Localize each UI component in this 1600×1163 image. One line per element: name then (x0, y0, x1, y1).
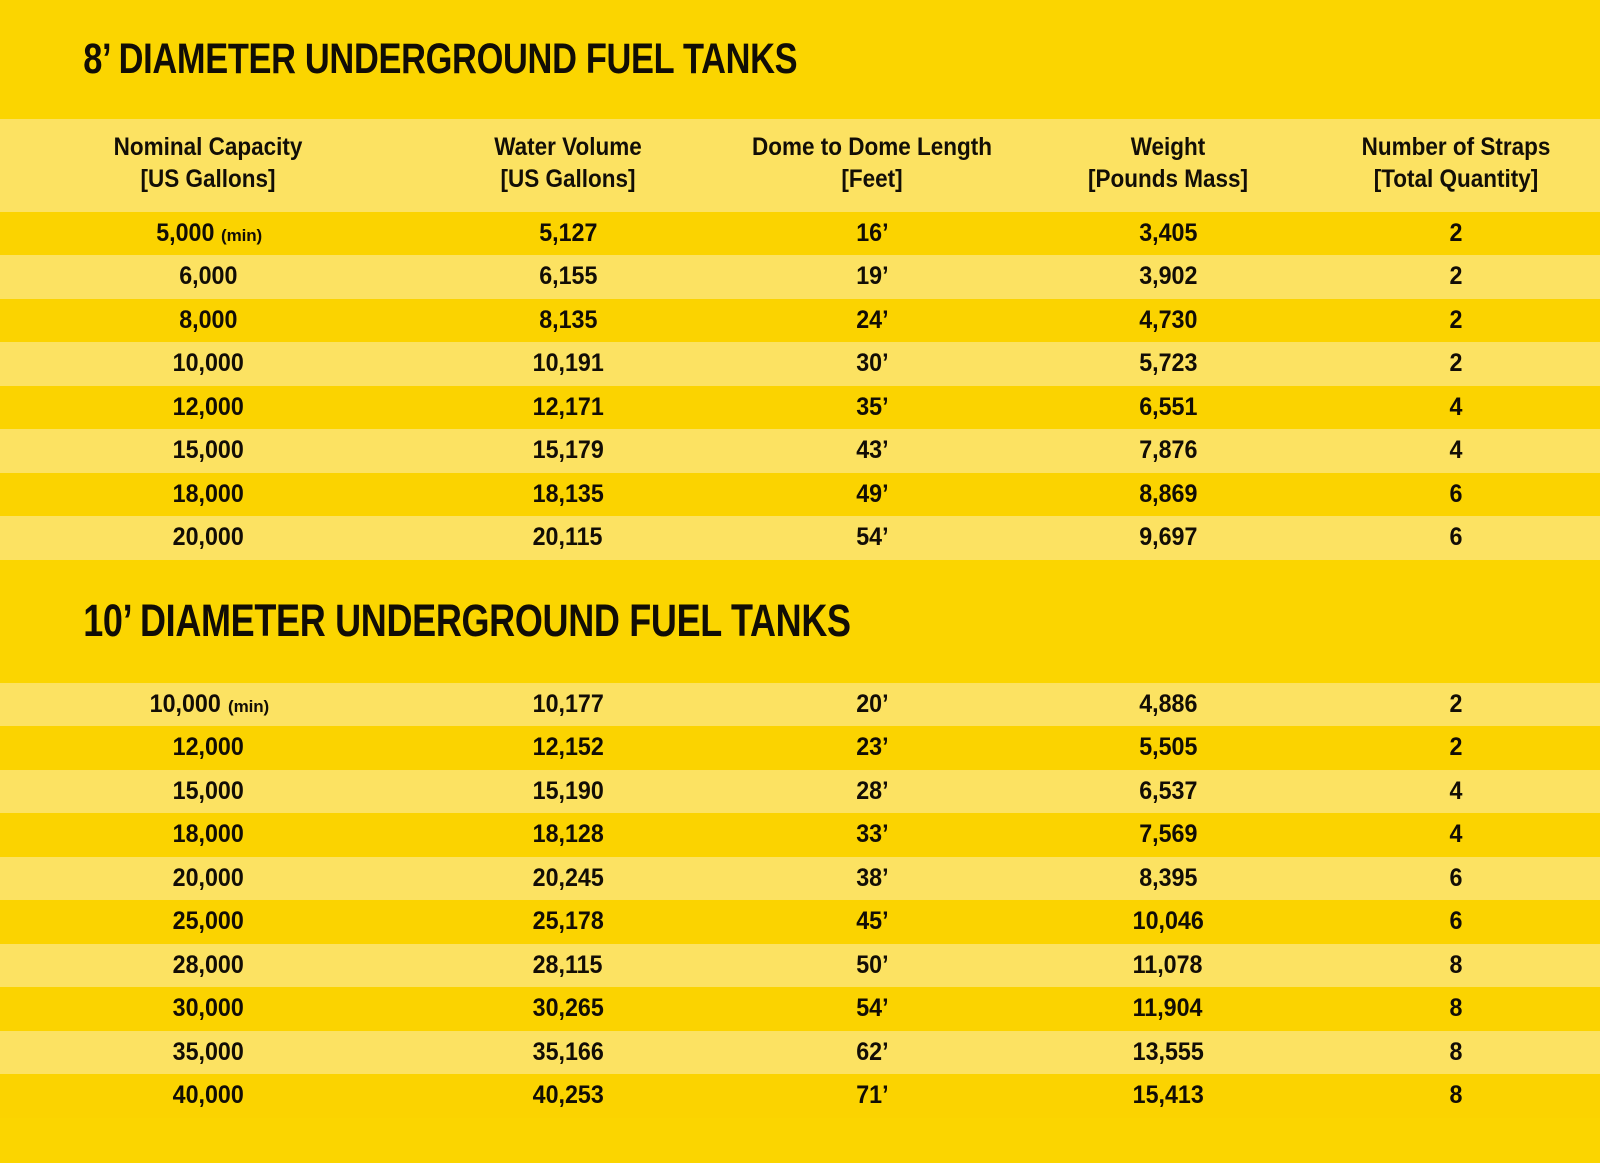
cell-value: 6,155 (538, 262, 598, 291)
cell-nominal-capacity (0, 386, 416, 430)
cell-nominal-capacity (0, 813, 416, 857)
cell-straps (1312, 857, 1600, 901)
table-row (0, 726, 1600, 770)
cell-straps (1312, 516, 1600, 560)
column-header-unit: [US Gallons] (500, 164, 636, 193)
cell-nominal-capacity (0, 299, 416, 343)
column-header-unit: [Total Quantity] (1373, 164, 1539, 193)
cell-value: 6,551 (1138, 392, 1198, 421)
cell-value: 8 (1449, 1081, 1463, 1110)
cell-dome-length (720, 429, 1024, 473)
column-header-label: Weight (1130, 133, 1206, 161)
column-header-water-volume (416, 119, 720, 212)
cell-value: 11,078 (1133, 950, 1203, 979)
cell-value: 12,000 (172, 392, 244, 421)
table-row (0, 944, 1600, 988)
cell-nominal-capacity (0, 1031, 416, 1075)
cell-straps (1312, 255, 1600, 299)
cell-water-volume (416, 726, 720, 770)
table-row (0, 683, 1600, 727)
cell-value: 6 (1449, 479, 1463, 508)
cell-value: 15,190 (532, 776, 604, 805)
section-title-8ft: 8’ DIAMETER UNDERGROUND FUEL TANKS (83, 35, 798, 83)
cell-value: 35,000 (172, 1037, 244, 1066)
cell-value: 8 (1449, 994, 1463, 1023)
table-row (0, 987, 1600, 1031)
table-row (0, 473, 1600, 517)
cell-straps (1312, 1031, 1600, 1075)
cell-value: 20,000 (172, 523, 244, 552)
column-header-unit: [Feet] (841, 164, 903, 193)
cell-weight (1024, 900, 1312, 944)
cell-value: 25,178 (532, 907, 604, 936)
cell-water-volume (416, 386, 720, 430)
table-row (0, 857, 1600, 901)
cell-value: 62’ (855, 1037, 889, 1066)
cell-straps (1312, 683, 1600, 727)
cell-water-volume (416, 813, 720, 857)
cell-value: 13,555 (1132, 1037, 1204, 1066)
cell-value: 40,000 (172, 1081, 244, 1110)
cell-water-volume (416, 987, 720, 1031)
cell-value: 10,000 (149, 689, 221, 718)
cell-value: 6 (1449, 907, 1463, 936)
cell-straps (1312, 944, 1600, 988)
cell-weight (1024, 683, 1312, 727)
cell-value: 18,000 (172, 479, 244, 508)
cell-weight (1024, 813, 1312, 857)
cell-weight (1024, 473, 1312, 517)
cell-value: 10,191 (532, 349, 604, 378)
cell-dome-length (720, 473, 1024, 517)
cell-weight (1024, 516, 1312, 560)
cell-value: 15,179 (532, 436, 604, 465)
cell-value: 20’ (855, 689, 889, 718)
cell-value: 15,413 (1132, 1081, 1204, 1110)
column-header-label: Number of Straps (1361, 133, 1551, 161)
cell-water-volume (416, 212, 720, 256)
cell-value: 3,902 (1138, 262, 1198, 291)
cell-value: 49’ (855, 479, 889, 508)
cell-weight (1024, 944, 1312, 988)
cell-value: 5,127 (538, 218, 598, 247)
cell-value: 71’ (855, 1081, 889, 1110)
cell-value: 11,904 (1133, 994, 1203, 1023)
table-body-10ft (0, 683, 1600, 1118)
cell-value: 54’ (855, 523, 889, 552)
cell-straps (1312, 299, 1600, 343)
cell-dome-length (720, 342, 1024, 386)
cell-value: 5,505 (1138, 733, 1198, 762)
column-header-label: Dome to Dome Length (751, 133, 992, 161)
cell-value: 2 (1449, 349, 1463, 378)
cell-value: 6 (1449, 523, 1463, 552)
column-header-weight (1024, 119, 1312, 212)
table-row (0, 770, 1600, 814)
cell-dome-length (720, 1074, 1024, 1118)
table-row (0, 386, 1600, 430)
cell-value: 40,253 (532, 1081, 604, 1110)
cell-dome-length (720, 770, 1024, 814)
cell-value: 2 (1449, 305, 1463, 334)
cell-value: 12,152 (532, 733, 604, 762)
cell-weight (1024, 342, 1312, 386)
cell-value: 25,000 (172, 907, 244, 936)
cell-dome-length (720, 857, 1024, 901)
cell-straps (1312, 726, 1600, 770)
cell-value: 15,000 (172, 436, 244, 465)
section-title-band-10ft (0, 560, 1600, 683)
cell-value: 54’ (855, 994, 889, 1023)
cell-value: 3,405 (1138, 218, 1198, 247)
cell-water-volume (416, 516, 720, 560)
cell-value: 4 (1449, 436, 1463, 465)
cell-value: 5,723 (1138, 349, 1198, 378)
table-row (0, 299, 1600, 343)
cell-value: 45’ (855, 907, 889, 936)
cell-nominal-capacity (0, 212, 416, 256)
cell-value: 30,000 (172, 994, 244, 1023)
column-header-unit: [Pounds Mass] (1087, 164, 1249, 193)
cell-weight (1024, 770, 1312, 814)
cell-value: 2 (1449, 262, 1463, 291)
table-row (0, 1074, 1600, 1118)
cell-nominal-capacity (0, 255, 416, 299)
table-row (0, 1031, 1600, 1075)
cell-value: 6 (1449, 863, 1463, 892)
cell-value: 4 (1449, 392, 1463, 421)
column-header-unit: [US Gallons] (140, 164, 276, 193)
cell-dome-length (720, 813, 1024, 857)
column-header-nominal-capacity (0, 119, 416, 212)
cell-value: 6,537 (1138, 776, 1198, 805)
cell-water-volume (416, 900, 720, 944)
cell-nominal-capacity (0, 900, 416, 944)
cell-value: 10,177 (532, 689, 604, 718)
cell-nominal-capacity (0, 516, 416, 560)
cell-value: 4,730 (1138, 305, 1198, 334)
cell-nominal-capacity (0, 1074, 416, 1118)
cell-value: 2 (1449, 733, 1463, 762)
cell-weight (1024, 386, 1312, 430)
cell-value: 20,115 (533, 523, 603, 552)
cell-nominal-capacity (0, 987, 416, 1031)
cell-value: 19’ (855, 262, 889, 291)
cell-straps (1312, 212, 1600, 256)
cell-weight (1024, 1074, 1312, 1118)
column-header-dome-to-dome-length (720, 119, 1024, 212)
cell-value: 6,000 (178, 262, 238, 291)
cell-value: 9,697 (1138, 523, 1198, 552)
cell-straps (1312, 429, 1600, 473)
cell-straps (1312, 473, 1600, 517)
cell-weight (1024, 255, 1312, 299)
cell-nominal-capacity (0, 473, 416, 517)
cell-value: 15,000 (172, 776, 244, 805)
cell-value: 8,395 (1138, 863, 1198, 892)
cell-water-volume (416, 299, 720, 343)
cell-straps (1312, 900, 1600, 944)
cell-value: 28’ (855, 776, 889, 805)
cell-value: 2 (1449, 218, 1463, 247)
cell-value: 30’ (855, 349, 889, 378)
cell-value: 10,046 (1132, 907, 1204, 936)
cell-water-volume (416, 1074, 720, 1118)
table-row (0, 342, 1600, 386)
cell-value: 8,135 (538, 305, 598, 334)
cell-water-volume (416, 1031, 720, 1075)
cell-value: 24’ (855, 305, 889, 334)
cell-nominal-capacity (0, 342, 416, 386)
cell-value: 50’ (855, 950, 889, 979)
cell-value: 8,869 (1138, 479, 1198, 508)
cell-straps (1312, 342, 1600, 386)
cell-value: 30,265 (532, 994, 604, 1023)
cell-value: 2 (1449, 689, 1463, 718)
cell-dome-length (720, 299, 1024, 343)
cell-water-volume (416, 770, 720, 814)
cell-value: 4,886 (1138, 689, 1198, 718)
cell-dome-length (720, 900, 1024, 944)
cell-water-volume (416, 429, 720, 473)
cell-value: 5,000 (156, 218, 215, 247)
cell-value: 7,569 (1138, 820, 1198, 849)
cell-value: 20,000 (172, 863, 244, 892)
cell-value: 8 (1449, 1037, 1463, 1066)
cell-value: 4 (1449, 820, 1463, 849)
cell-nominal-capacity (0, 770, 416, 814)
cell-nominal-capacity (0, 857, 416, 901)
cell-dome-length (720, 683, 1024, 727)
cell-weight (1024, 1031, 1312, 1075)
cell-dome-length (720, 255, 1024, 299)
table-row (0, 212, 1600, 256)
cell-value: 38’ (855, 863, 889, 892)
cell-value: 16’ (855, 218, 889, 247)
cell-value: 8,000 (178, 305, 238, 334)
cell-value: 35’ (855, 392, 889, 421)
table-row (0, 255, 1600, 299)
cell-water-volume (416, 944, 720, 988)
section-title-10ft: 10’ DIAMETER UNDERGROUND FUEL TANKS (83, 595, 851, 646)
cell-straps (1312, 1074, 1600, 1118)
column-header-label: Nominal Capacity (113, 133, 303, 161)
cell-water-volume (416, 857, 720, 901)
cell-value: 35,166 (532, 1037, 604, 1066)
cell-value: 7,876 (1138, 436, 1198, 465)
cell-value: 20,245 (532, 863, 604, 892)
table-row (0, 900, 1600, 944)
table-row (0, 516, 1600, 560)
table-head-8ft (0, 119, 1600, 212)
column-header-number-of-straps (1312, 119, 1600, 212)
cell-dome-length (720, 944, 1024, 988)
cell-water-volume (416, 683, 720, 727)
cell-value: 18,135 (532, 479, 604, 508)
cell-dome-length (720, 1031, 1024, 1075)
cell-dome-length (720, 386, 1024, 430)
cell-value: 33’ (855, 820, 889, 849)
cell-straps (1312, 770, 1600, 814)
cell-dome-length (720, 987, 1024, 1031)
cell-value: 10,000 (172, 349, 244, 378)
cell-value: 23’ (855, 733, 889, 762)
table-row (0, 813, 1600, 857)
header-row (0, 119, 1600, 212)
cell-value: 18,000 (172, 820, 244, 849)
cell-dome-length (720, 212, 1024, 256)
cell-nominal-capacity (0, 429, 416, 473)
cell-value: 8 (1449, 950, 1463, 979)
cell-water-volume (416, 255, 720, 299)
cell-value: 12,171 (532, 392, 604, 421)
minimum-size-note: (min) (223, 696, 270, 716)
cell-weight (1024, 726, 1312, 770)
cell-water-volume (416, 342, 720, 386)
cell-value: 43’ (855, 436, 889, 465)
column-header-label: Water Volume (494, 133, 642, 161)
cell-straps (1312, 813, 1600, 857)
cell-weight (1024, 857, 1312, 901)
section-title-band-8ft (0, 0, 1600, 119)
spec-table-10ft (0, 683, 1600, 1118)
cell-nominal-capacity (0, 944, 416, 988)
cell-value: 28,115 (533, 950, 603, 979)
cell-nominal-capacity (0, 683, 416, 727)
cell-value: 18,128 (532, 820, 604, 849)
cell-value: 4 (1449, 776, 1463, 805)
cell-straps (1312, 987, 1600, 1031)
cell-weight (1024, 299, 1312, 343)
cell-weight (1024, 429, 1312, 473)
cell-value: 28,000 (172, 950, 244, 979)
cell-dome-length (720, 726, 1024, 770)
table-row (0, 429, 1600, 473)
table-body-8ft (0, 212, 1600, 560)
cell-nominal-capacity (0, 726, 416, 770)
cell-straps (1312, 386, 1600, 430)
cell-dome-length (720, 516, 1024, 560)
cell-value: 12,000 (172, 733, 244, 762)
cell-weight (1024, 987, 1312, 1031)
cell-weight (1024, 212, 1312, 256)
spec-table-8ft (0, 119, 1600, 560)
minimum-size-note: (min) (216, 225, 263, 245)
cell-water-volume (416, 473, 720, 517)
